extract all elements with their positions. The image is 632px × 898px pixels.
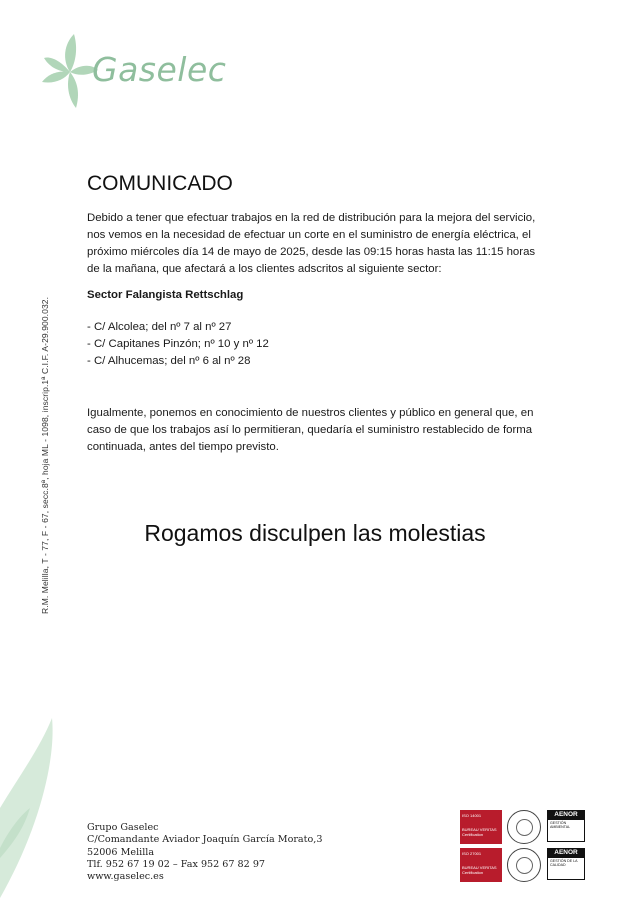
list-item: - C/ Alhucemas; del nº 6 al nº 28 [87, 355, 251, 367]
street-list [87, 319, 269, 370]
certification-seal-icon [507, 810, 541, 844]
logo-wordmark: Gaselec [92, 50, 227, 89]
aenor-label: AENOR GESTIÓN DE LA CALIDAD [547, 848, 585, 882]
sector-name: Sector Falangista Rettschlag [87, 289, 244, 301]
certification-seal-icon [507, 848, 541, 882]
page-title: COMUNICADO [87, 172, 233, 195]
closing-apology: Rogamos disculpen las molestias [144, 520, 486, 546]
list-item: - C/ Alcolea; del nº 7 al nº 27 [87, 321, 232, 333]
aenor-label: AENOR GESTIÓN AMBIENTAL [547, 810, 585, 844]
bureau-veritas-label: ISO 27001 BUREAU VERITAS Certification [460, 848, 502, 882]
certification-badge [460, 810, 586, 844]
footer-company: Grupo Gaselec [87, 822, 159, 833]
footer-address: C/Comandante Aviador Joaquín García Morato,3 [87, 834, 323, 846]
leaf-decoration-icon [0, 718, 70, 898]
leaf-logo-icon [40, 30, 100, 114]
list-item: - C/ Capitanes Pinzón; nº 10 y nº 12 [87, 338, 269, 350]
restoration-paragraph: Igualmente, ponemos en conocimiento de nuestros clientes y público en general que, en caso de que los trabajos así lo permitieran, quedaría el suministro restablecido de forma continuada, antes del tiempo previsto. [87, 407, 534, 453]
footer-website: www.gaselec.es [87, 871, 164, 883]
certification-badge [460, 848, 586, 882]
footer-phones: Tlf. 952 67 19 02 – Fax 952 67 82 97 [87, 858, 266, 870]
registry-note: R.M. Melilla, T - 77, F - 67, secc.8ª, hoja ML - 1098, inscrip.1ª C.I.F. A-29.900.032. [40, 296, 50, 614]
footer-city: 52006 Melilla [87, 846, 155, 858]
company-footer [87, 822, 322, 883]
bureau-veritas-label: ISO 14001 BUREAU VERITAS Certification [460, 810, 502, 844]
notice-paragraph: Debido a tener que efectuar trabajos en la red de distribución para la mejora del servicio, nos vemos en la necesidad de efectuar un corte en el suministro de energía eléctrica, el próximo miércoles día 14 de mayo de 2025, desde las 09:15 horas hasta las 11:15 horas de la mañana, que afectará a los clientes adscritos al siguiente sector: [87, 212, 536, 275]
